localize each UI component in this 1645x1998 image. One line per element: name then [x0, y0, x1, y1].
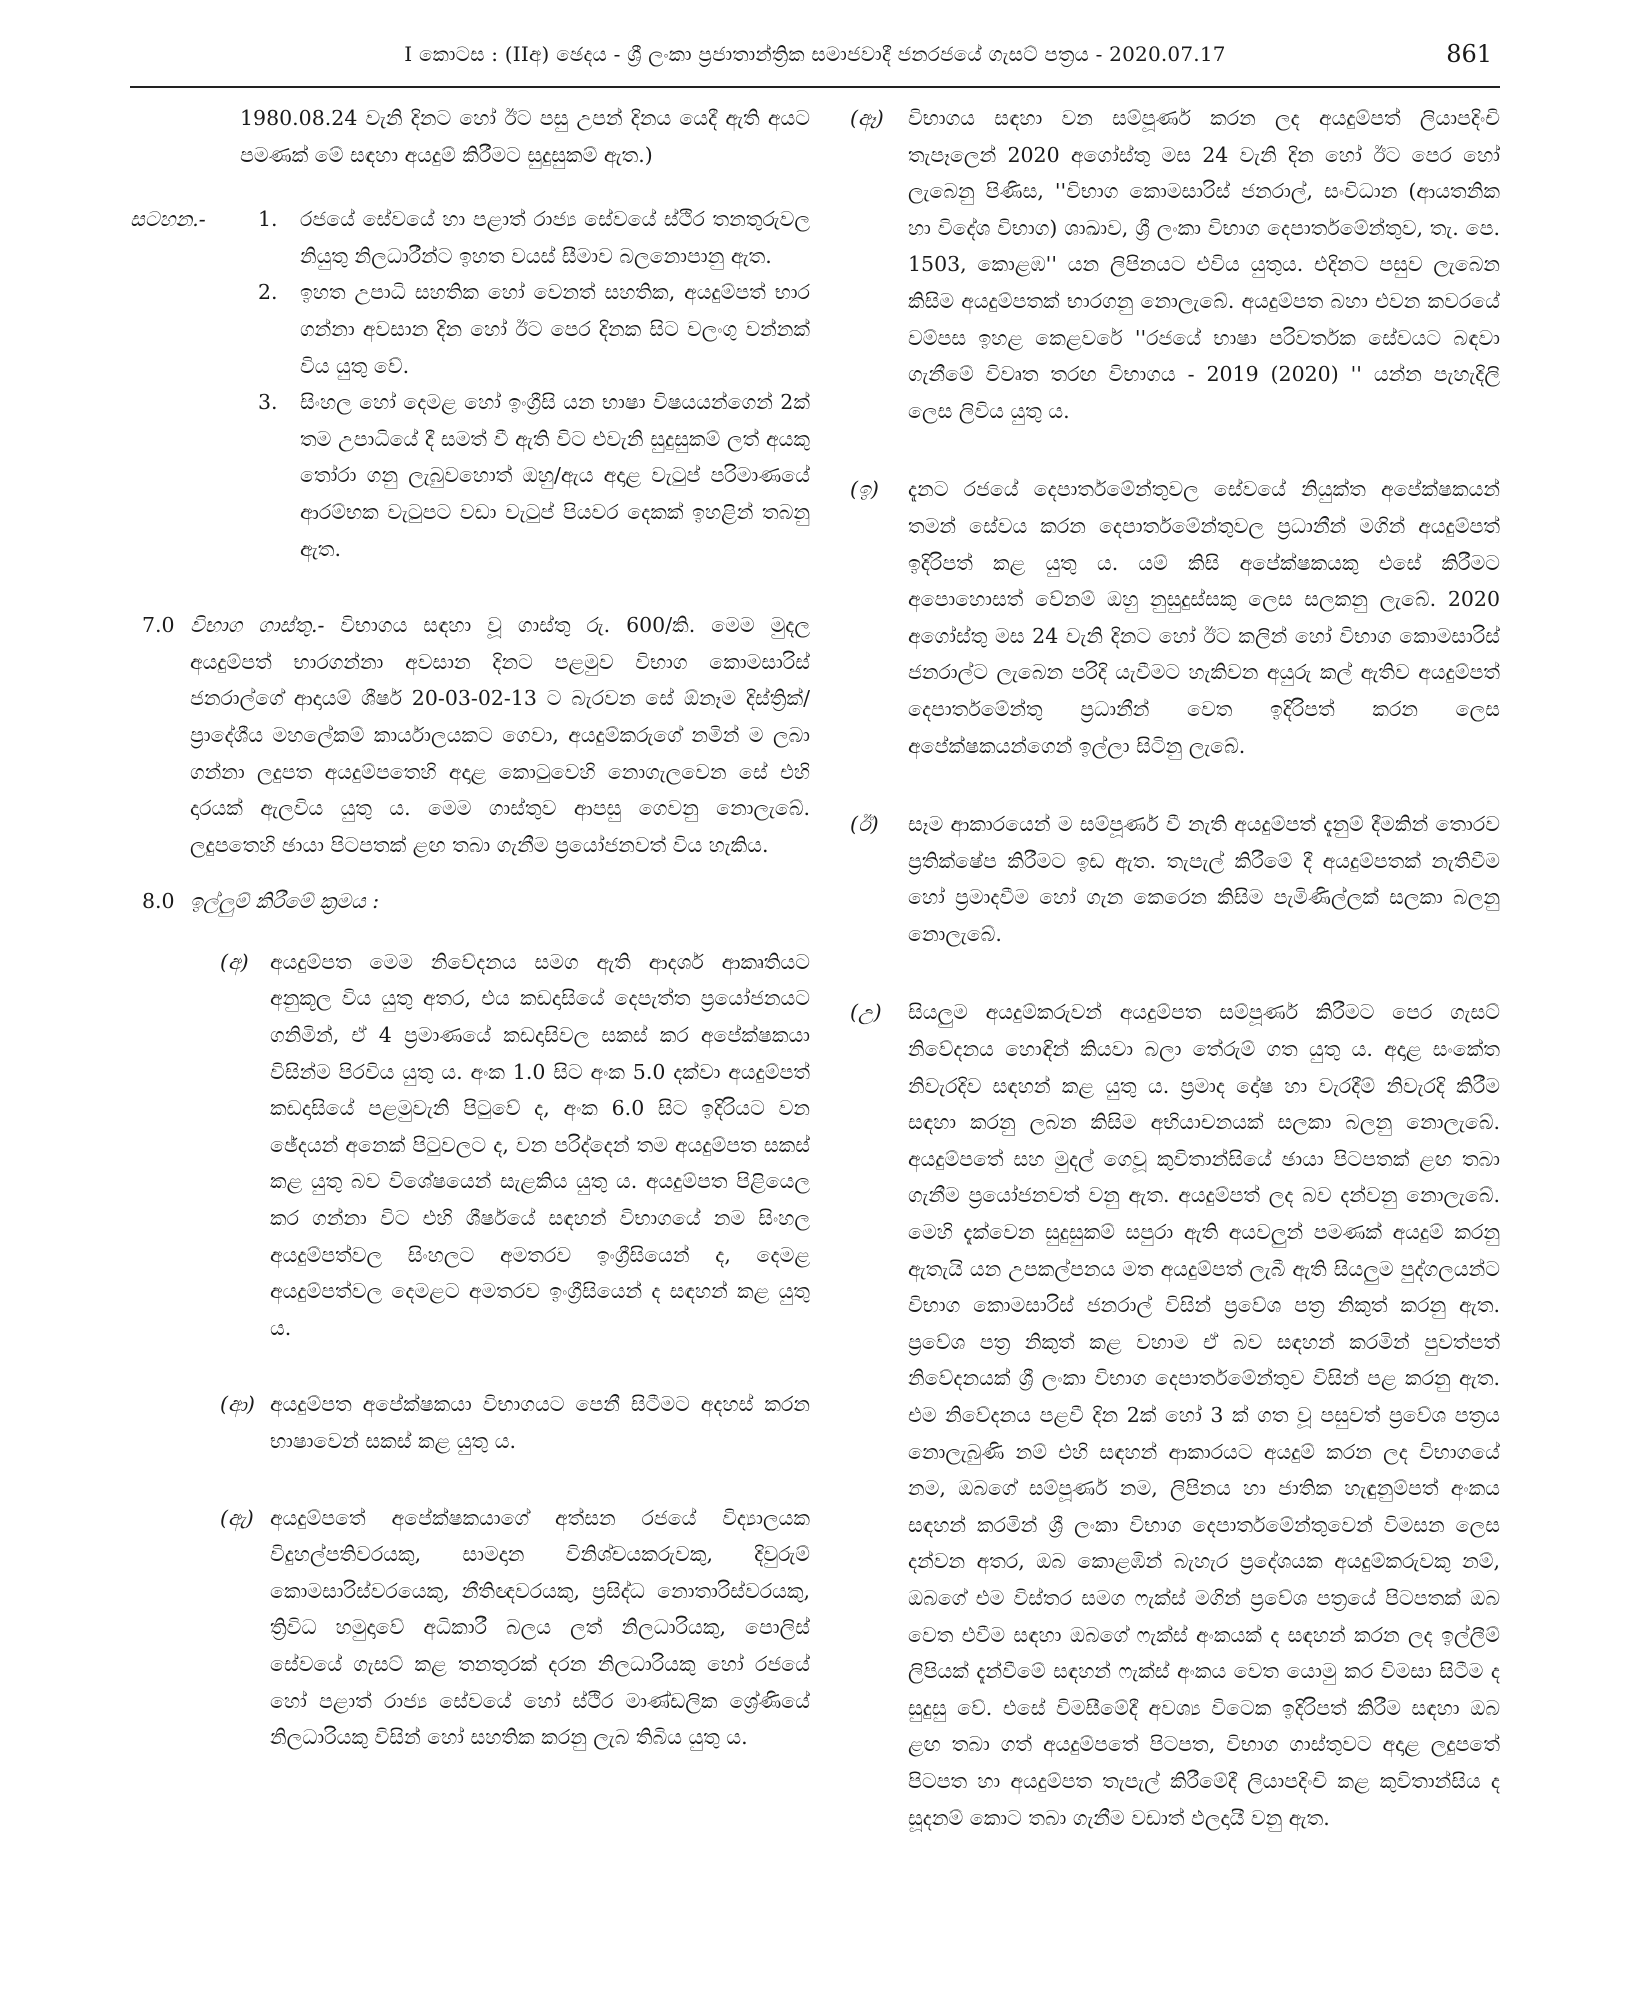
section-number: 7.0	[142, 613, 175, 638]
section-title: විභාග ගාස්තු.-	[190, 613, 325, 638]
subsection-text: දැනට රජයේ දෙපාර්තමේන්තුවල සේවයේ නියුක්ත අපේක්ෂකයන් තමන් සේවය කරන දෙපාර්තමේන්තුවල ප්‍රධානීන් මගින් අයදුම්පත් ඉදිරිපත් කළ යුතු ය. යම් කිසි අපේක්ෂකයකු එසේ කිරීමට අපොහොසත් වේනම් ඔහු නුසුදුස්සකු ලෙස සලකනු ලැබේ. 2020 අගෝස්තු මස 24 වැනි දිනට හෝ ඊට කලින් හෝ විභාග කොමසාරිස් ජනරාල්ට ලැබෙන පරිදි යැවීමට හැකිවන අයුරු කල් ඇතිව අයදුම්පත් දෙපාර්තමේන්තු ප්‍රධානීන් වෙත ඉදිරිපත් කරන ලෙස අපේක්ෂකයන්ගෙන් ඉල්ලා සිටිනු ලැබේ.	[908, 477, 1500, 758]
subsection-marker: (ඈ)	[850, 106, 884, 130]
subsection-marker: (ඇ)	[220, 1505, 254, 1530]
note-number: 1.	[258, 207, 278, 232]
note-text: ඉහත උපාධි සහතික හෝ වෙනත් සහතික, අයදුම්පත් භාර ගන්නා අවසාන දින හෝ ඊට පෙර දිනක සිට වලංගු වන්නක් විය යුතු වේ.	[300, 280, 810, 378]
subsection-a	[190, 944, 810, 1347]
subsection-u	[850, 994, 1500, 1836]
subsection-ii	[850, 806, 1500, 952]
note-item	[130, 274, 810, 384]
section-8-heading	[130, 883, 810, 920]
subsection-aee	[850, 100, 1500, 429]
subsection-i	[850, 471, 1500, 764]
section-title: ඉල්ලුම් කිරීමේ ක්‍රමය :	[190, 889, 380, 914]
subsection-text: සෑම ආකාරයෙන් ම සම්පූර්ණ වී නැති අයදුම්පත් දැනුම් දීමකින් තොරව ප්‍රතික්ෂේප කිරීමට ඉඩ ඇත. තැපැල් කිරීමේ දී අයදුම්පතක් නැතිවීම හෝ ප්‍රමාදවීම හෝ ගැන කෙරෙන කිසිම පැමිණිල්ලක් සලකා බලනු නොලැබේ.	[908, 812, 1500, 946]
left-column	[130, 100, 810, 1796]
section-7-fees	[130, 607, 810, 863]
note-number: 2.	[258, 280, 278, 305]
page-number: 861	[1446, 40, 1492, 68]
subsection-text: අයදුම්පත මෙම නිවේදනය සමග ඇති ආදර්ශ ආකෘතියට අනුකූල විය යුතු අතර, එය කඩදාසියේ දෙපැත්ත ප්‍රයෝජනයට ගනිමින්, ඒ 4 ප්‍රමාණයේ කඩදාසිවල සකස් කර අපේක්ෂකයා විසින්ම පිරවිය යුතු ය. අංක 1.0 සිට අංක 5.0 දක්වා අයදුම්පත් කඩදාසියේ පළමුවැනි පිටුවේ ද, අංක 6.0 සිට ඉදිරියට වන ඡේදයන් අනෙක් පිටුවලට ද, වන පරිද්දෙන් තම අයදුම්පත සකස් කළ යුතු බව විශේෂයෙන් සැළකිය යුතු ය. අයදුම්පත පිළියෙල කර ගන්නා විට එහි ශීර්ෂයේ සඳහන් විභාගයේ නම සිංහල අයදුම්පත්වල සිංහලට අමතරව ඉංග්‍රීසියෙන් ද, දෙමළ අයදුම්පත්වල දෙමළට අමතරව ඉංග්‍රීසියෙන් ද සඳහන් කළ යුතු ය.	[270, 949, 810, 1340]
notes-label: සටහන.-	[130, 207, 206, 232]
right-column	[850, 100, 1500, 1878]
subsection-marker: (ඉ)	[850, 477, 879, 502]
subsection-text: අයදුම්පතේ අපේක්ෂකයාගේ අත්සන රජයේ විද්‍යාලයක විදුහල්පතිවරයකු, සාමදාන විනිශ්චයකරුවකු, දිවුරුම් කොමසාරිස්වරයෙකු, නීතිඥවරයකු, ප්‍රසිද්ධ නොතාරිස්වරයකු, ත්‍රිවිධ හමුදාවේ අධිකාරී බලය ලත් නිලධාරියකු, පොලිස් සේවයේ ගැසට් කළ තනතුරක් දරන නිලධාරියකු හෝ රජයේ හෝ පළාත් රාජ්‍ය සේවයේ හෝ ස්ථිර මාණ්ඩලික ශ්‍රේණියේ නිලධාරියකු විසින් හෝ සහතික කරනු ලැබ තිබිය යුතු ය.	[270, 1505, 810, 1750]
subsection-marker: (ආ)	[220, 1392, 255, 1417]
subsection-ae	[190, 1500, 810, 1756]
section-number: 8.0	[142, 889, 175, 914]
note-item	[130, 201, 810, 274]
subsection-marker: (උ)	[850, 1000, 882, 1025]
page-header	[130, 40, 1500, 88]
note-item	[130, 384, 810, 567]
subsection-marker: (අ)	[220, 949, 249, 974]
note-text: රජයේ සේවයේ හා පළාත් රාජ්‍ය සේවයේ ස්ථිර තනතුරුවල නියුතු නිලධාරීන්ට ඉහත වයස් සීමාව බලනොපානු ඇත.	[300, 207, 810, 268]
subsection-marker: (ඊ)	[850, 812, 879, 837]
note-number: 3.	[258, 390, 278, 415]
subsection-text: අයදුම්පත අපේක්ෂකයා විභාගයට පෙනී සිටීමට අදහස් කරන භාෂාවෙන් සකස් කළ යුතු ය.	[270, 1392, 810, 1453]
section-text: විභාගය සඳහා වූ ගාස්තු රු. 600/කි. මෙම මුදල අයදුම්පත් භාරගන්නා අවසාන දිනට පළමුව විභාග කොමසාරිස් ජනරාල්ගේ ආදායම් ශීර්ෂ 20-03-02-13 ට බැරවන සේ ඕනෑම දිස්ත්‍රික්/ප්‍රාදේශීය මහලේකම් කාර්යාලයකට ගෙවා, අයදුම්කරුගේ නමින් ම ලබා ගන්නා ලදුපත අයදුම්පතෙහි අදාළ කොටුවෙහි නොගැලවෙන සේ එහි දාරයක් ඇලවිය යුතු ය. මෙම ගාස්තුව ආපසු ගෙවනු නොලැබේ. ලදුපතෙහි ඡායා පිටපතක් ළඟ තබා ගැනීම ප්‍රයෝජනවත් විය හැකිය.	[190, 613, 810, 857]
subsection-aa	[190, 1386, 810, 1459]
subsection-text: සියලුම අයදුම්කරුවන් අයදුම්පත සම්පූර්ණ කිරීමට පෙර ගැසට් නිවේදනය හොඳින් කියවා බලා තේරුම් ගත යුතු ය. අදාළ සංකේත නිවැරදිව සඳහන් කළ යුතු ය. ප්‍රමාද දෝෂ හා වැරදීම් නිවැරදි කිරීම සඳහා කරනු ලබන කිසිම අභියාචනයක් සලකා බලනු නොලැබේ. අයදුම්පතේ සහ මුදල් ගෙවූ කුවිතාන්සියේ ඡායා පිටපතක් ළඟ තබා ගැනීම ප්‍රයෝජනවත් වනු ඇත. අයදුම්පත් ලද බව දන්වනු නොලැබේ. මෙහි දැක්වෙන සුදුසුකම් සපුරා ඇති අයවලුන් පමණක් අයදුම් කරනු ඇතැයි යන උපකල්පනය මත අයදුම්පත් ලැබී ඇති සියලුම පුද්ගලයන්ට විභාග කොමසාරිස් ජනරාල් විසින් ප්‍රවේශ පත්‍ර නිකුත් කරනු ඇත. ප්‍රවේශ පත්‍ර නිකුත් කළ වහාම ඒ බව සඳහන් කරමින් පුවත්පත් නිවේදනයක් ශ්‍රී ලංකා විභාග දෙපාර්තමේන්තුව විසින් පළ කරනු ඇත. එම නිවේදනය පළවී දින 2ක් හෝ 3 ක් ගත වූ පසුවත් ප්‍රවේශ පත්‍රය නොලැබුණි නම් එහි සඳහන් ආකාරයට අයදුම් කරන ලද විභාගයේ නම, ඔබගේ සම්පූර්ණ නම, ලිපිනය හා ජාතික හැඳුනුම්පත් අංකය සඳහන් කරමින් ශ්‍රී ලංකා විභාග දෙපාර්තමේන්තුවෙන් විමසන ලෙස දන්වන අතර, ඔබ කොළඹින් බැහැර ප්‍රදේශයක අයදුම්කරුවකු නම්, ඔබගේ එම විස්තර සමග ෆැක්ස් මගින් ප්‍රවේශ පත්‍රයේ පිටපතක් ඔබ වෙත එවීම සඳහා ඔබගේ ෆැක්ස් අංකයක් ද සඳහන් කරන ලද ඉල්ලීම් ලිපියක් දැන්වීමේ සඳහන් ෆැක්ස් අංකය වෙත යොමු කර විමසා සිටීම ද සුදුසු වේ. එසේ විමසීමේදී අවශ්‍ය විටෙක ඉදිරිපත් කිරීම සඳහා ඔබ ළඟ තබා ගත් අයදුම්පතේ පිටපත, විභාග ගාස්තුවට අදාළ ලදුපතේ පිටපත හා අයදුම්පත තැපැල් කිරීමේදී ලියාපදිංචි කළ කුවිතාන්සිය ද සූදනම් කොට තබා ගැනීම වඩාත් ඵලදායී වනු ඇත.	[908, 1000, 1500, 1830]
subsection-text: විභාගය සඳහා වන සම්පූර්ණ කරන ලද අයදුම්පත් ලියාපදිංචි තැපෑලෙන් 2020 අගෝස්තු මස 24 වැනි දින හෝ ඊට පෙර හෝ ලැබෙනු පිණිස, ''විභාග කොමසාරිස් ජනරාල්, සංවිධාන (ආයතනික හා විදේශ විභාග) ශාඛාව, ශ්‍රී ලංකා විභාග දෙපාර්තමේන්තුව, තැ. පෙ. 1503, කොළඹ'' යන ලිපිනයට එවිය යුතුය. එදිනට පසුව ලැබෙන කිසිම අයදුම්පතක් භාරගනු නොලැබේ. අයදුම්පත බහා එවන කවරයේ වම්පස ඉහළ කෙළවරේ ''රජයේ භාෂා පරිවර්තක සේවයට බඳවා ගැනීමේ විවෘත තරඟ විභාගය - 2019 (2020) '' යන්න පැහැදිලි ලෙස ලිවිය යුතු ය.	[908, 106, 1500, 423]
notes-block	[130, 201, 810, 567]
running-header: I කොටස : (IIඅ) ඡෙදය - ශ්‍රී ලංකා ප්‍රජාතාන්ත්‍රික සමාජවාදී ජනරජයේ ගැසට් පත්‍රය - 2020.07.17	[404, 42, 1226, 66]
continuation-paragraph: 1980.08.24 වැනි දිනට හෝ ඊට පසු උපන් දිනය යෙදී ඇති අයට පමණක් මේ සඳහා අයදුම් කිරීමට සුදුසුකම් ඇත.)	[240, 106, 810, 167]
note-text: සිංහල හෝ දෙමළ හෝ ඉංග්‍රීසි යන භාෂා විෂයයන්ගෙන් 2ක් තම උපාධියේ දී සමත් වී ඇති විට එවැනි සුදුසුකම් ලත් අයකු තෝරා ගනු ලැබුවහොත් ඔහු/ඇය අදාළ වැටුප් පරිමාණයේ ආරම්භක වැටුපට වඩා වැටුප් පියවර දෙකක් ඉහළින් තබනු ඇත.	[300, 390, 810, 561]
